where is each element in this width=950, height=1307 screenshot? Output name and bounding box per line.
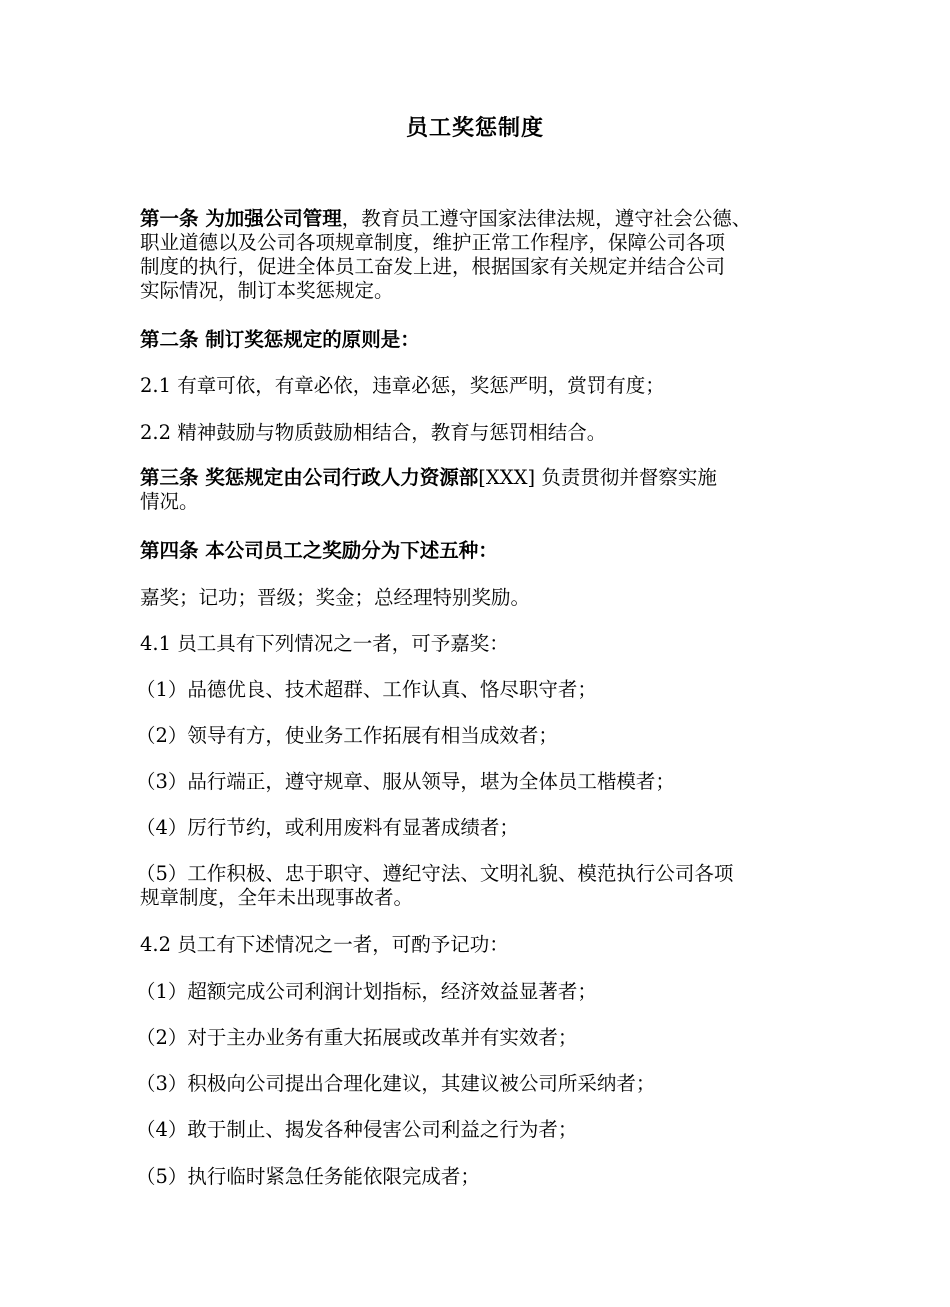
article-1	[140, 207, 830, 303]
list-item-multiline	[136, 862, 830, 910]
reward-types: 嘉奖；记功；晋级；奖金；总经理特别奖励。	[140, 586, 531, 609]
document-title: 员工奖惩制度	[405, 115, 544, 141]
article-1-text-line-3: 制度的执行，促进全体员工奋发上进，根据国家有关规定并结合公司	[140, 255, 726, 278]
list-item: （3）品行端正，遵守规章、服从领导，堪为全体员工楷模者；	[136, 770, 675, 793]
article-2-heading: 第二条 制订奖惩规定的原则是：	[140, 328, 420, 351]
clause-2-1: 2.1 有章可依，有章必依，违章必惩，奖惩严明，赏罚有度；	[140, 374, 665, 397]
article-3-text-line-2: 情况。	[140, 490, 199, 513]
article-3	[140, 466, 830, 514]
clause-4-1-intro: 4.1 员工具有下列情况之一者，可予嘉奖：	[140, 632, 509, 655]
article-3-heading: 第三条 奖惩规定由公司行政人力资源部	[140, 466, 479, 489]
article-1-text-line-4: 实际情况，制订本奖惩规定。	[140, 279, 394, 302]
list-item: （1）超额完成公司利润计划指标，经济效益显著者；	[136, 980, 597, 1003]
list-item: （3）积极向公司提出合理化建议，其建议被公司所采纳者；	[136, 1072, 656, 1095]
article-4-heading: 第四条 本公司员工之奖励分为下述五种：	[140, 539, 498, 562]
list-item: （5）执行临时紧急任务能依限完成者；	[136, 1165, 480, 1188]
list-item-line-2: 规章制度，全年未出现事故者。	[140, 886, 414, 909]
list-item: （2）对于主办业务有重大拓展或改革并有实效者；	[136, 1026, 578, 1049]
article-1-text-line-2: 职业道德以及公司各项规章制度，维护正常工作程序，保障公司各项	[140, 231, 726, 254]
article-3-text-line-1: [XXX] 负责贯彻并督察实施	[478, 466, 717, 489]
list-item: （4）敢于制止、揭发各种侵害公司利益之行为者；	[136, 1118, 578, 1141]
article-1-text-line-1: ，教育员工遵守国家法律法规，遵守社会公德、	[341, 207, 752, 230]
clause-4-2-intro: 4.2 员工有下述情况之一者，可酌予记功：	[140, 933, 509, 956]
list-item-line-1: （5）工作积极、忠于职守、遵纪守法、文明礼貌、模范执行公司各项	[136, 862, 734, 885]
list-item: （2）领导有方，使业务工作拓展有相当成效者；	[136, 724, 558, 747]
list-item: （1）品德优良、技术超群、工作认真、恪尽职守者；	[136, 678, 597, 701]
clause-2-2: 2.2 精神鼓励与物质鼓励相结合，教育与惩罚相结合。	[140, 421, 607, 444]
article-1-heading: 第一条 为加强公司管理	[140, 207, 342, 230]
list-item: （4）厉行节约，或利用废料有显著成绩者；	[136, 816, 519, 839]
